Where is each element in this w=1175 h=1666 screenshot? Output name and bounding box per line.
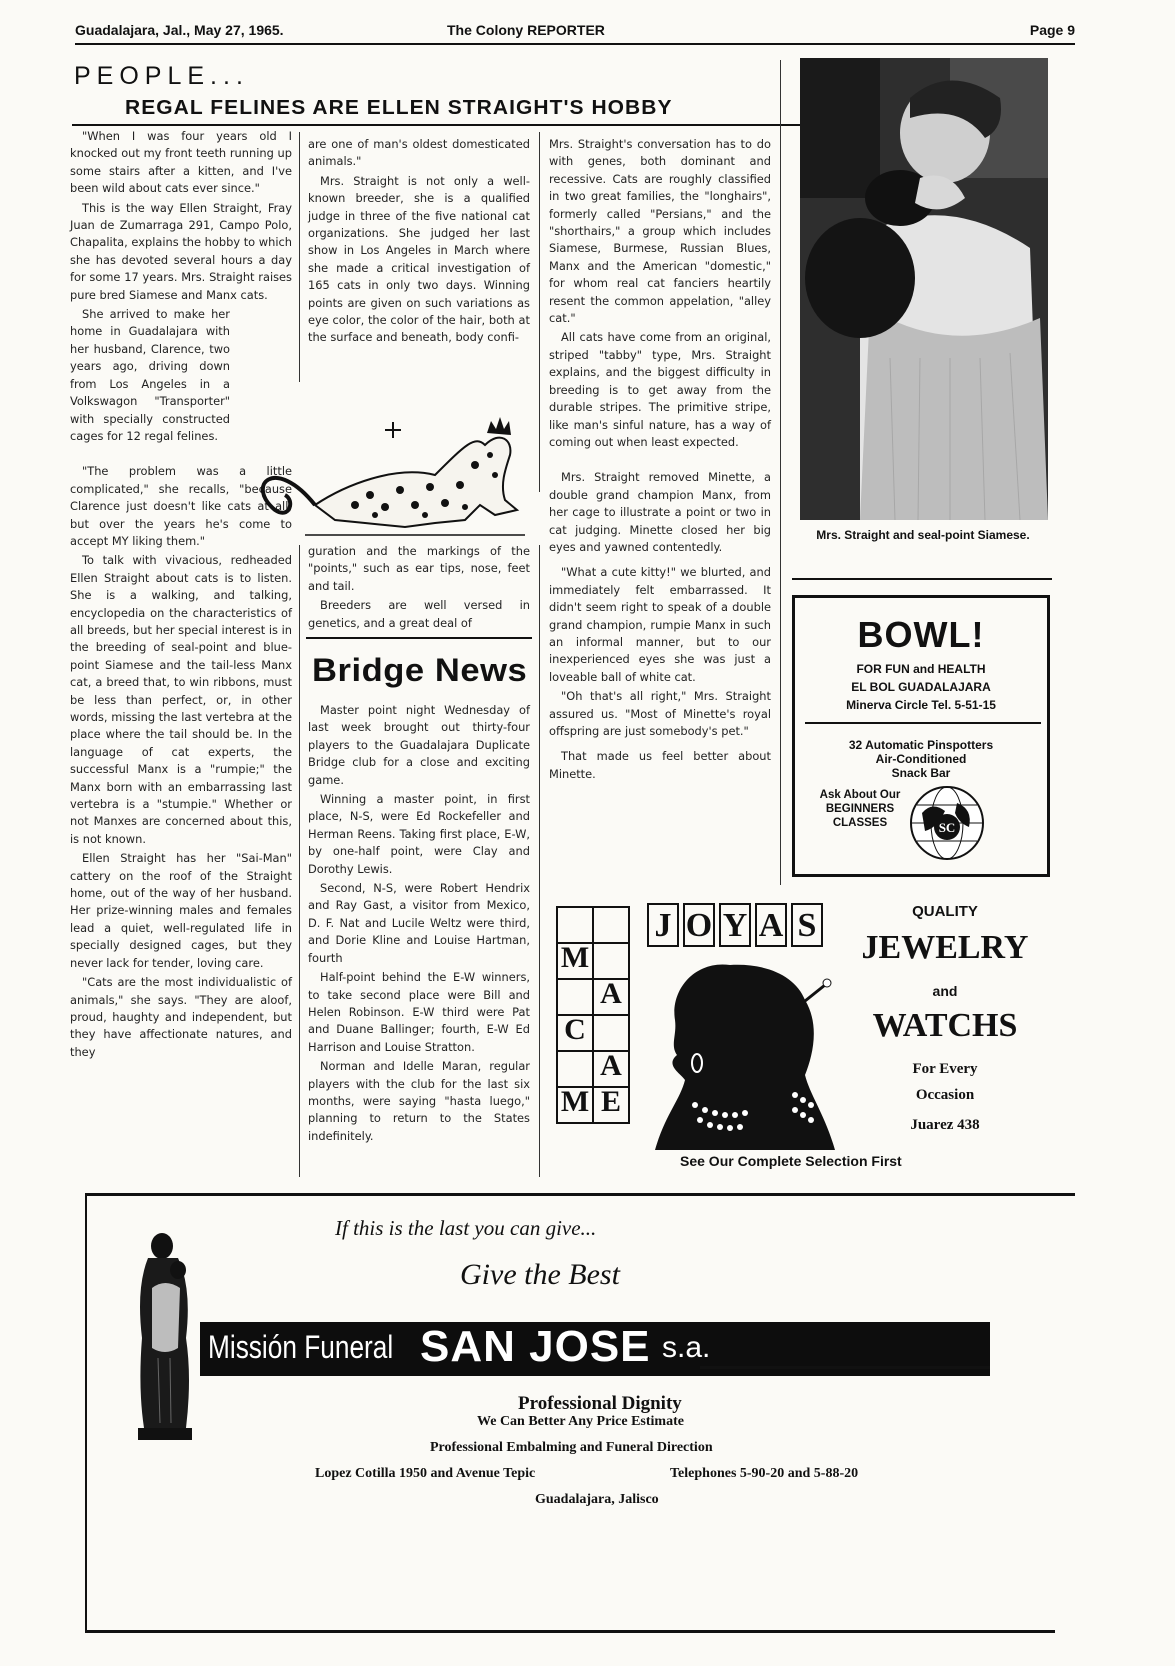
paragraph: are one of man's oldest domesticated animals." (308, 137, 530, 169)
jewelry-for-every: For Every (912, 1061, 978, 1077)
bowl-address: Minerva Circle Tel. 5-51-15 (846, 698, 996, 712)
bowl-rule (805, 722, 1041, 724)
paragraph: Second, N-S, were Robert Hendrix and Ray Gast, a visitor from Mexico, D. F. Nat and Lucile Weltz were third, and Dorie Kline and Louise Hartman, fourth (308, 881, 530, 965)
macame-grid (555, 905, 630, 1135)
banner-rule (700, 1366, 990, 1369)
funeral-city: Guadalajara, Jalisco (535, 1492, 659, 1507)
jewelry-occasion: Occasion (915, 1087, 975, 1103)
paragraph: Breeders are well versed in genetics, and a great deal of (308, 598, 530, 630)
jewelry-heading: JEWELRY (861, 929, 1029, 966)
macame-letter: M (560, 1085, 590, 1118)
bowling-advertisement (792, 595, 1050, 877)
jewelry-quality: QUALITY (912, 903, 978, 920)
paragraph: guration and the markings of the "points," such as ear tips, nose, feet and tail. (308, 544, 530, 593)
column-divider (299, 545, 300, 1177)
jewelry-tagline: See Our Complete Selection First (680, 1153, 902, 1169)
funeral-slogan: Give the Best (460, 1258, 620, 1291)
masthead-rule (75, 43, 1075, 45)
paragraph: Master point night Wednesday of last week brought out thirty-four players to the Guadalajara Duplicate Bridge club for a close and exciting game. (308, 703, 530, 787)
watches-heading: WATCHS (872, 1007, 1018, 1044)
paragraph: Mrs. Straight removed Minette, a double grand champion Manx, from her cage to illustrate a point or two in cat judging. Minette closed her big eyes and yawned contentedly. (549, 470, 771, 554)
joyas-logo (647, 903, 827, 947)
logo-text: SC (938, 820, 956, 835)
paragraph: Mrs. Straight is not only a well-known breeder, she is a qualified judge in three of the five national cat organizations. She judged her last show in Los Angeles in March where she made a critical investigation of 165 cats in only two days. Winning points are given on such variations as eye color, the color of the hair, both at the surface and beneath, body confi- (308, 173, 530, 345)
article-column-2 (308, 136, 530, 382)
funeral-name-suffix: s.a. (662, 1331, 711, 1364)
paragraph: Half-point behind the E-W winners, to take second place were Bill and Helen Robinson. E-W third were Pat and Duane Ballinger; fourth, E-W Ed Harrison and Louise Stratton. (308, 970, 530, 1054)
article-column-1 (70, 128, 292, 1178)
article-column-3 (549, 136, 771, 886)
paragraph: She arrived to make her home in Guadalajara with her husband, Clarence, two years ago, driving down from Los Angeles in a Volkswagon "Transporter" with specially constructed cages for 12 regal felines. (70, 307, 230, 443)
paragraph: That made us feel better about Minette. (549, 749, 771, 781)
joyas-letter: J (647, 903, 679, 947)
funeral-name-prefix: Missión Funeral (208, 1329, 394, 1365)
column-divider (539, 132, 540, 492)
joyas-letter: A (755, 903, 787, 947)
funeral-address: Lopez Cotilla 1950 and Avenue Tepic (315, 1466, 536, 1481)
globe-logo-icon (907, 783, 987, 863)
funeral-phones: Telephones 5-90-20 and 5-88-20 (670, 1466, 859, 1481)
funeral-dignity: Professional Dignity (518, 1393, 682, 1414)
paragraph: "What a cute kitty!" we blurted, and immediately felt embarrassed. It didn't seem right to speak of a double grand champion, rumpie Manx in such an informal manner, but to our inexperienced eyes she was just a loveable ball of white cat. (549, 565, 771, 684)
macame-letter: E (600, 1085, 622, 1118)
woman-silhouette-illustration (635, 955, 835, 1150)
paragraph: To talk with vivacious, redheaded Ellen Straight about cats is to listen. She is a walking, and talking, encyclopedia on the characteristics of all breeds, but her special interest is in the breeding of seal-point and blue-point Siamese and the tail-less Manx cat, a breed that, to win ribbons, must be less than perfect, or, in other words, missing the last vertebra at the place where the tail should be. In the language of cat experts, the successful Manx is a "rumpie;" the Manx born with an embarrassing last vertebra is a "stumpie." Whether or not Manxes are concerned about this, is not known. (70, 553, 292, 846)
photo-caption: Mrs. Straight and seal-point Siamese. (816, 528, 1030, 542)
paragraph: "The problem was a little complicated," she recalls, "because Clarence just doesn't like cats at all, but over the years he's come to accept MY liking them." (70, 464, 292, 548)
dateline: Guadalajara, Jal., May 27, 1965. (75, 22, 284, 38)
bridge-news-title: Bridge News (312, 652, 528, 688)
paragraph: All cats have come from an original, striped "tabby" type, Mrs. Straight explains, and the biggest difficulty in breeding is to get away from the durable stripes. The primitive stripe, like man's sinful nature, has a way of coming out when least expected. (549, 330, 771, 449)
paragraph: This is the way Ellen Straight, Fray Juan de Zumarraga 291, Campo Polo, Chapalita, explains the hobby to which she has devoted several hours a day for some 17 years. Mrs. Straight raises pure bred Siamese and Manx cats. (70, 200, 292, 302)
headline: REGAL FELINES ARE ELLEN STRAIGHT'S HOBBY (125, 97, 673, 119)
column-divider (299, 132, 300, 382)
macame-letter: A (600, 1049, 622, 1082)
section-label: PEOPLE... (74, 62, 249, 90)
saint-statue-illustration (130, 1228, 200, 1443)
paragraph: "When I was four years old I knocked out my front teeth running up some stairs after a kitten, and I've been wild about cats ever since." (70, 129, 292, 196)
paragraph: Mrs. Straight's conversation has to do with genes, both dominant and recessive. Cats are roughly classified in two great families, the "longhairs", formerly called "Persians," and the "shorthairs," a group which includes Siamese, Burmese, Russian Blues, Manx and the American "domestic," for whom real cat fanciers heartily resent the common appelation, "alley cat." (549, 137, 771, 326)
crowned-cheetah-illustration (255, 415, 555, 555)
macame-letter: A (600, 977, 622, 1010)
bowl-slogan: FOR FUN and HEALTH (856, 662, 986, 676)
column-divider (539, 545, 540, 1177)
paragraph: Ellen Straight has her "Sai-Man" cattery on the roof of the Straight home, out of the way of her husband. Her prize-winning males and females lead a quiet, well-regulated life in specially designed cages, but they never lack for tender, loving care. (70, 851, 292, 970)
article-column-2-continued (308, 543, 530, 633)
bridge-rule (306, 637, 532, 639)
bowl-venue: EL BOL GUADALAJARA (851, 680, 991, 694)
caption-rule (792, 578, 1052, 580)
page-number: Page 9 (1029, 22, 1075, 38)
paragraph: "Cats are the most individualistic of animals," she says. "They are aloof, proud, haughty and independent, but they have affectionate natures, and they (70, 975, 292, 1059)
bowl-feature: Snack Bar (891, 766, 951, 780)
joyas-letter: S (791, 903, 823, 947)
photo-woman-with-cat (800, 58, 1048, 520)
paragraph: "Oh that's all right," Mrs. Straight assured us. "Most of Minette's royal offspring are just somebody's pet." (549, 689, 771, 738)
column-divider (780, 60, 781, 885)
bridge-news-column (308, 702, 530, 1177)
masthead (75, 22, 1075, 42)
photo-illustration (800, 58, 1048, 520)
macame-letter: M (560, 941, 590, 974)
funeral-estimate: We Can Better Any Price Estimate (477, 1414, 684, 1429)
funeral-tagline: If this is the last you can give... (335, 1216, 597, 1240)
bowl-beginners: Ask About Our BEGINNERS CLASSES (819, 789, 901, 829)
paper-name: The Colony REPORTER (447, 22, 605, 38)
jewelry-advertisement (555, 895, 1055, 1178)
headline-rule (72, 124, 829, 126)
funeral-services: Professional Embalming and Funeral Direction (430, 1440, 713, 1455)
bowl-title: BOWL! (857, 614, 985, 655)
jewelry-and: and (932, 983, 958, 999)
bowl-feature: Air-Conditioned (875, 752, 967, 766)
macame-letter: C (564, 1013, 586, 1046)
paragraph: Norman and Idelle Maran, regular players with the club for the last six months, were saying "hasta luego," planning to return to the States indefinitely. (308, 1059, 530, 1143)
bowl-feature: 32 Automatic Pinspotters (848, 738, 994, 752)
funeral-name-main: SAN JOSE (420, 1322, 651, 1371)
jewelry-address: Juarez 438 (910, 1117, 980, 1133)
paragraph: Winning a master point, in first place, N-S, were Ed Rockefeller and Herman Reens. Taking first place, E-W, by one-half point, were Clay and Dorothy Lewis. (308, 792, 530, 876)
joyas-letter: O (683, 903, 715, 947)
joyas-letter: Y (719, 903, 751, 947)
